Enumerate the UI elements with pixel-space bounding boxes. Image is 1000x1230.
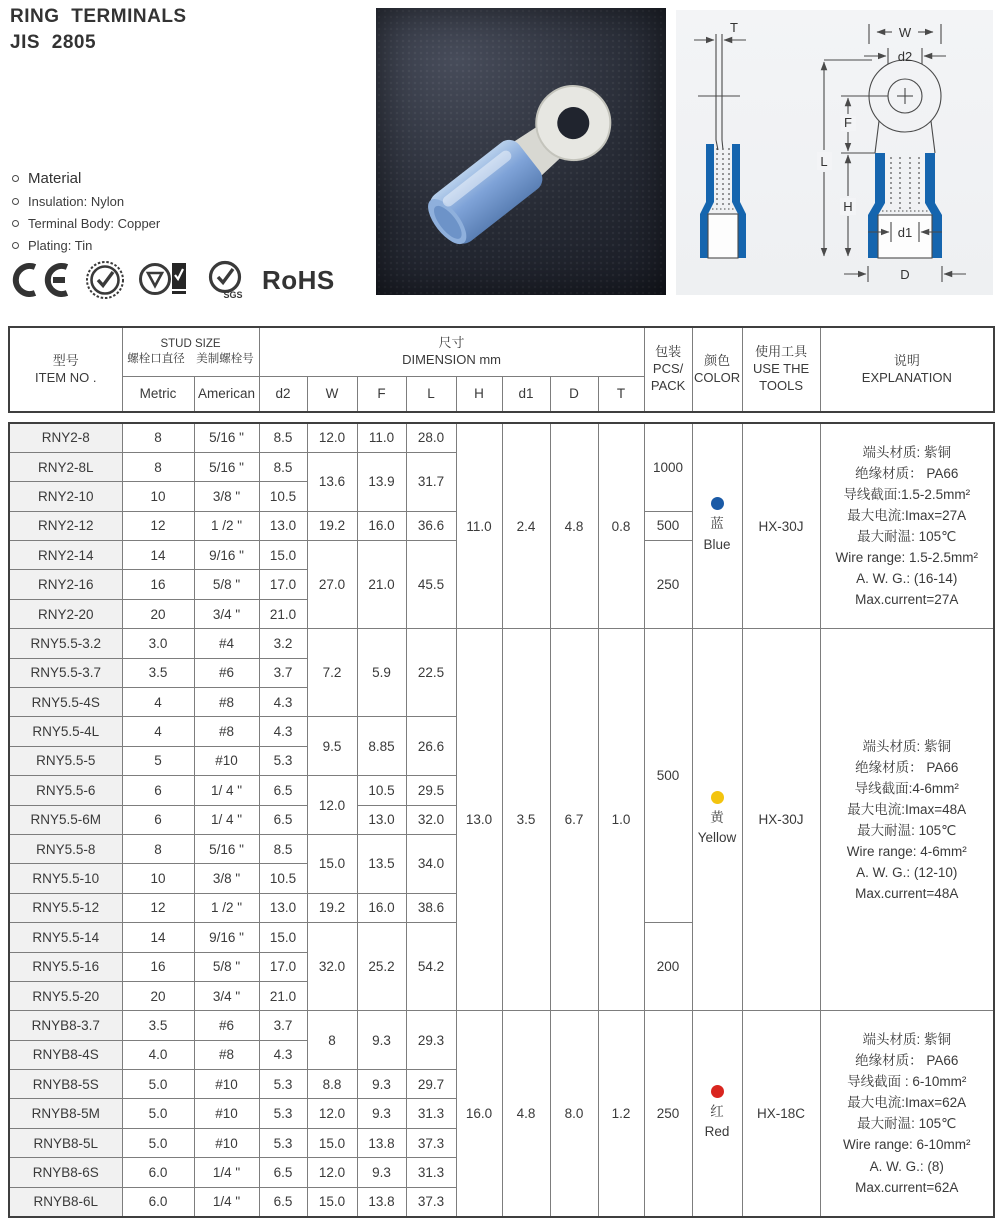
- metric-cell: 6.0: [122, 1187, 194, 1216]
- header-h: H: [456, 376, 502, 412]
- w-cell: 13.6: [307, 452, 357, 511]
- f-cell: 16.0: [357, 893, 406, 922]
- pack-qty-cell: 250: [644, 1011, 692, 1217]
- pack-qty-cell: 1000: [644, 423, 692, 511]
- d2-cell: 10.5: [259, 482, 307, 511]
- l-cell: 22.5: [406, 629, 456, 717]
- l-cell: 26.6: [406, 717, 456, 776]
- f-cell: 9.3: [357, 1011, 406, 1070]
- w-cell: 9.5: [307, 717, 357, 776]
- color-cell: 蓝 Blue: [692, 423, 742, 629]
- header-t: T: [598, 376, 644, 412]
- american-cell: 1/4 ": [194, 1158, 259, 1187]
- header-w: W: [307, 376, 357, 412]
- item-cell: RNY5.5-6M: [9, 805, 122, 834]
- d2-cell: 6.5: [259, 805, 307, 834]
- l-cell: 32.0: [406, 805, 456, 834]
- dim-label-d2: d2: [897, 49, 913, 64]
- material-item: Terminal Body: Copper: [12, 216, 160, 231]
- metric-cell: 12: [122, 511, 194, 540]
- pack-qty-cell: 500: [644, 629, 692, 923]
- h-cell: 16.0: [456, 1011, 502, 1217]
- d-cell: 6.7: [550, 629, 598, 1011]
- metric-cell: 3.5: [122, 658, 194, 687]
- blue-dot-icon: [711, 497, 724, 510]
- item-cell: RNY5.5-5: [9, 746, 122, 775]
- d-cell: 8.0: [550, 1011, 598, 1217]
- f-cell: 13.5: [357, 834, 406, 893]
- metric-cell: 14: [122, 541, 194, 570]
- d2-cell: 5.3: [259, 746, 307, 775]
- metric-cell: 16: [122, 570, 194, 599]
- material-item: Insulation: Nylon: [12, 194, 160, 209]
- f-cell: 13.0: [357, 805, 406, 834]
- d2-cell: 21.0: [259, 981, 307, 1010]
- american-cell: 5/8 ": [194, 570, 259, 599]
- american-cell: 5/16 ": [194, 423, 259, 452]
- metric-cell: 14: [122, 923, 194, 952]
- american-cell: #10: [194, 746, 259, 775]
- product-photo: [376, 8, 666, 295]
- d2-cell: 8.5: [259, 834, 307, 863]
- material-heading-row: [12, 170, 160, 187]
- d2-cell: 4.3: [259, 688, 307, 717]
- header-item-no: 型号 ITEM NO .: [9, 327, 122, 412]
- american-cell: 1 /2 ": [194, 893, 259, 922]
- d2-cell: 21.0: [259, 599, 307, 628]
- item-cell: RNY5.5-10: [9, 864, 122, 893]
- t-cell: 1.2: [598, 1011, 644, 1217]
- t-cell: 1.0: [598, 629, 644, 1011]
- item-cell: RNYB8-5S: [9, 1070, 122, 1099]
- item-cell: RNY2-8L: [9, 452, 122, 481]
- material-item: Plating: Tin: [12, 238, 160, 253]
- item-cell: RNY5.5-6: [9, 776, 122, 805]
- metric-cell: 3.0: [122, 629, 194, 658]
- metric-cell: 5: [122, 746, 194, 775]
- f-cell: 16.0: [357, 511, 406, 540]
- table-row: [9, 1011, 994, 1040]
- metric-cell: 8: [122, 423, 194, 452]
- item-cell: RNYB8-3.7: [9, 1011, 122, 1040]
- sgs-cert-icon: [205, 259, 249, 301]
- l-cell: 54.2: [406, 923, 456, 1011]
- header-l: L: [406, 376, 456, 412]
- d2-cell: 4.3: [259, 1040, 307, 1069]
- dim-label-f: F: [844, 115, 852, 130]
- f-cell: 13.9: [357, 452, 406, 511]
- metric-cell: 3.5: [122, 1011, 194, 1040]
- d-cell: 4.8: [550, 423, 598, 629]
- header-metric: Metric: [122, 376, 194, 412]
- spec-table-body: [8, 422, 995, 1218]
- item-cell: RNY2-20: [9, 599, 122, 628]
- american-cell: 3/8 ": [194, 864, 259, 893]
- bullet-icon: [12, 242, 19, 249]
- american-cell: 3/4 ": [194, 599, 259, 628]
- d1-cell: 3.5: [502, 629, 550, 1011]
- page-title: [10, 4, 187, 55]
- metric-cell: 8: [122, 834, 194, 863]
- f-cell: 13.8: [357, 1128, 406, 1157]
- header-american: American: [194, 376, 259, 412]
- d2-cell: 3.2: [259, 629, 307, 658]
- w-cell: 32.0: [307, 923, 357, 1011]
- metric-cell: 20: [122, 599, 194, 628]
- explanation-cell: 端头材质: 紫铜 绝缘材质： PA66 导线截面:4-6mm² 最大电流:Imax=48A 最大耐温: 105℃ Wire range: 4-6mm² A. W. G.: (12-10) Max.current=48A: [820, 629, 994, 1011]
- w-cell: 12.0: [307, 1158, 357, 1187]
- american-cell: 5/16 ": [194, 834, 259, 863]
- d2-cell: 5.3: [259, 1070, 307, 1099]
- l-cell: 29.3: [406, 1011, 456, 1070]
- item-cell: RNY5.5-20: [9, 981, 122, 1010]
- metric-cell: 10: [122, 482, 194, 511]
- d1-cell: 2.4: [502, 423, 550, 629]
- l-cell: 36.6: [406, 511, 456, 540]
- f-cell: 10.5: [357, 776, 406, 805]
- dim-label-t: T: [730, 20, 738, 35]
- d2-cell: 8.5: [259, 452, 307, 481]
- d2-cell: 17.0: [259, 570, 307, 599]
- d2-cell: 13.0: [259, 511, 307, 540]
- header-explanation: 说明 EXPLANATION: [820, 327, 994, 412]
- american-cell: 5/16 ": [194, 452, 259, 481]
- header-tools: 使用工具 USE THE TOOLS: [742, 327, 820, 412]
- svg-text:SGS: SGS: [223, 290, 243, 300]
- f-cell: 13.8: [357, 1187, 406, 1216]
- item-cell: RNY5.5-8: [9, 834, 122, 863]
- bullet-icon: [12, 175, 19, 182]
- american-cell: 1/ 4 ": [194, 805, 259, 834]
- pack-qty-cell: 200: [644, 923, 692, 1011]
- quality-cert-icon: [85, 260, 125, 300]
- w-cell: 8: [307, 1011, 357, 1070]
- d2-cell: 4.3: [259, 717, 307, 746]
- explanation-cell: 端头材质: 紫铜 绝缘材质： PA66 导线截面 : 6-10mm² 最大电流:Imax=62A 最大耐温: 105℃ Wire range: 6-10mm² A. W. G.: (8) Max.current=62A: [820, 1011, 994, 1217]
- item-cell: RNY5.5-12: [9, 893, 122, 922]
- item-cell: RNY2-16: [9, 570, 122, 599]
- d2-cell: 10.5: [259, 864, 307, 893]
- page-title-line2: JIS 2805: [10, 31, 97, 53]
- tool-cell: HX-30J: [742, 629, 820, 1011]
- material-heading: Material: [28, 170, 82, 187]
- f-cell: 11.0: [357, 423, 406, 452]
- d2-cell: 5.3: [259, 1128, 307, 1157]
- d1-cell: 4.8: [502, 1011, 550, 1217]
- d2-cell: 5.3: [259, 1099, 307, 1128]
- dimension-diagram: [676, 10, 993, 295]
- pack-qty-cell: 250: [644, 541, 692, 629]
- item-cell: RNY2-12: [9, 511, 122, 540]
- color-cell: 黄 Yellow: [692, 629, 742, 1011]
- american-cell: 5/8 ": [194, 952, 259, 981]
- l-cell: 45.5: [406, 541, 456, 629]
- header-stud-size: STUD SIZE 螺栓口直径 美制螺栓号: [122, 327, 259, 376]
- item-cell: RNYB8-6S: [9, 1158, 122, 1187]
- table-row: [9, 629, 994, 658]
- american-cell: #6: [194, 1011, 259, 1040]
- header-d: D: [550, 376, 598, 412]
- dim-label-d: D: [900, 267, 910, 282]
- d2-cell: 15.0: [259, 541, 307, 570]
- american-cell: 9/16 ": [194, 541, 259, 570]
- d2-cell: 17.0: [259, 952, 307, 981]
- tool-cell: HX-30J: [742, 423, 820, 629]
- metric-cell: 20: [122, 981, 194, 1010]
- american-cell: #8: [194, 717, 259, 746]
- rohs-label: RoHS: [262, 264, 335, 295]
- item-cell: RNY2-14: [9, 541, 122, 570]
- l-cell: 29.7: [406, 1070, 456, 1099]
- w-cell: 27.0: [307, 541, 357, 629]
- w-cell: 12.0: [307, 423, 357, 452]
- color-cell: 红 Red: [692, 1011, 742, 1217]
- metric-cell: 16: [122, 952, 194, 981]
- american-cell: 9/16 ": [194, 923, 259, 952]
- metric-cell: 6: [122, 805, 194, 834]
- l-cell: 28.0: [406, 423, 456, 452]
- material-list: [12, 170, 160, 260]
- bullet-icon: [12, 198, 19, 205]
- dim-label-h: H: [843, 199, 853, 214]
- american-cell: 3/4 ": [194, 981, 259, 1010]
- w-cell: 12.0: [307, 776, 357, 835]
- header-d2: d2: [259, 376, 307, 412]
- tool-cell: HX-18C: [742, 1011, 820, 1217]
- metric-cell: 5.0: [122, 1070, 194, 1099]
- american-cell: #8: [194, 688, 259, 717]
- item-cell: RNY2-8: [9, 423, 122, 452]
- d2-cell: 6.5: [259, 1187, 307, 1216]
- item-cell: RNY5.5-3.2: [9, 629, 122, 658]
- f-cell: 8.85: [357, 717, 406, 776]
- h-cell: 11.0: [456, 423, 502, 629]
- yellow-dot-icon: [711, 791, 724, 804]
- f-cell: 25.2: [357, 923, 406, 1011]
- item-cell: RNY5.5-16: [9, 952, 122, 981]
- explanation-cell: 端头材质: 紫铜 绝缘材质： PA66 导线截面:1.5-2.5mm² 最大电流:Imax=27A 最大耐温: 105℃ Wire range: 1.5-2.5mm² A. W. G.: (16-14) Max.current=27A: [820, 423, 994, 629]
- l-cell: 31.3: [406, 1099, 456, 1128]
- ukas-cert-icon: [138, 259, 192, 301]
- american-cell: #8: [194, 1040, 259, 1069]
- f-cell: 9.3: [357, 1158, 406, 1187]
- metric-cell: 4: [122, 688, 194, 717]
- item-cell: RNY5.5-4S: [9, 688, 122, 717]
- american-cell: 1/4 ": [194, 1187, 259, 1216]
- w-cell: 12.0: [307, 1099, 357, 1128]
- d2-cell: 8.5: [259, 423, 307, 452]
- metric-cell: 5.0: [122, 1099, 194, 1128]
- american-cell: 1 /2 ": [194, 511, 259, 540]
- w-cell: 15.0: [307, 1128, 357, 1157]
- metric-cell: 5.0: [122, 1128, 194, 1157]
- item-cell: RNY5.5-4L: [9, 717, 122, 746]
- red-dot-icon: [711, 1085, 724, 1098]
- w-cell: 7.2: [307, 629, 357, 717]
- header-pack: 包装 PCS/ PACK: [644, 327, 692, 412]
- d2-cell: 6.5: [259, 1158, 307, 1187]
- l-cell: 31.7: [406, 452, 456, 511]
- d2-cell: 13.0: [259, 893, 307, 922]
- header-f: F: [357, 376, 406, 412]
- l-cell: 29.5: [406, 776, 456, 805]
- dim-label-w: W: [898, 25, 912, 40]
- header-dimension: 尺寸 DIMENSION mm: [259, 327, 644, 376]
- metric-cell: 6.0: [122, 1158, 194, 1187]
- pack-qty-cell: 500: [644, 511, 692, 540]
- metric-cell: 10: [122, 864, 194, 893]
- bullet-icon: [12, 220, 19, 227]
- dim-label-l: L: [820, 154, 828, 169]
- table-row: [9, 423, 994, 452]
- metric-cell: 8: [122, 452, 194, 481]
- h-cell: 13.0: [456, 629, 502, 1011]
- american-cell: #10: [194, 1070, 259, 1099]
- l-cell: 37.3: [406, 1187, 456, 1216]
- d2-cell: 15.0: [259, 923, 307, 952]
- ce-mark-icon: [8, 261, 72, 299]
- american-cell: 1/ 4 ": [194, 776, 259, 805]
- item-cell: RNYB8-5L: [9, 1128, 122, 1157]
- w-cell: 19.2: [307, 893, 357, 922]
- spec-table-header: [8, 326, 995, 413]
- american-cell: #10: [194, 1099, 259, 1128]
- l-cell: 34.0: [406, 834, 456, 893]
- item-cell: RNY5.5-14: [9, 923, 122, 952]
- item-cell: RNY2-10: [9, 482, 122, 511]
- american-cell: #4: [194, 629, 259, 658]
- header-d1: d1: [502, 376, 550, 412]
- metric-cell: 12: [122, 893, 194, 922]
- l-cell: 31.3: [406, 1158, 456, 1187]
- item-cell: RNYB8-4S: [9, 1040, 122, 1069]
- item-cell: RNYB8-5M: [9, 1099, 122, 1128]
- d2-cell: 6.5: [259, 776, 307, 805]
- w-cell: 15.0: [307, 834, 357, 893]
- metric-cell: 6: [122, 776, 194, 805]
- l-cell: 37.3: [406, 1128, 456, 1157]
- w-cell: 19.2: [307, 511, 357, 540]
- f-cell: 5.9: [357, 629, 406, 717]
- item-cell: RNYB8-6L: [9, 1187, 122, 1216]
- metric-cell: 4: [122, 717, 194, 746]
- header-color: 颜色 COLOR: [692, 327, 742, 412]
- american-cell: 3/8 ": [194, 482, 259, 511]
- f-cell: 9.3: [357, 1099, 406, 1128]
- certification-row: [8, 259, 335, 301]
- t-cell: 0.8: [598, 423, 644, 629]
- f-cell: 9.3: [357, 1070, 406, 1099]
- american-cell: #6: [194, 658, 259, 687]
- metric-cell: 4.0: [122, 1040, 194, 1069]
- d2-cell: 3.7: [259, 658, 307, 687]
- dim-label-d1: d1: [897, 225, 913, 240]
- l-cell: 38.6: [406, 893, 456, 922]
- item-cell: RNY5.5-3.7: [9, 658, 122, 687]
- d2-cell: 3.7: [259, 1011, 307, 1040]
- american-cell: #10: [194, 1128, 259, 1157]
- w-cell: 8.8: [307, 1070, 357, 1099]
- w-cell: 15.0: [307, 1187, 357, 1216]
- ring-terminal-image: [376, 8, 666, 295]
- f-cell: 21.0: [357, 541, 406, 629]
- page-title-line1: RING TERMINALS: [10, 6, 187, 27]
